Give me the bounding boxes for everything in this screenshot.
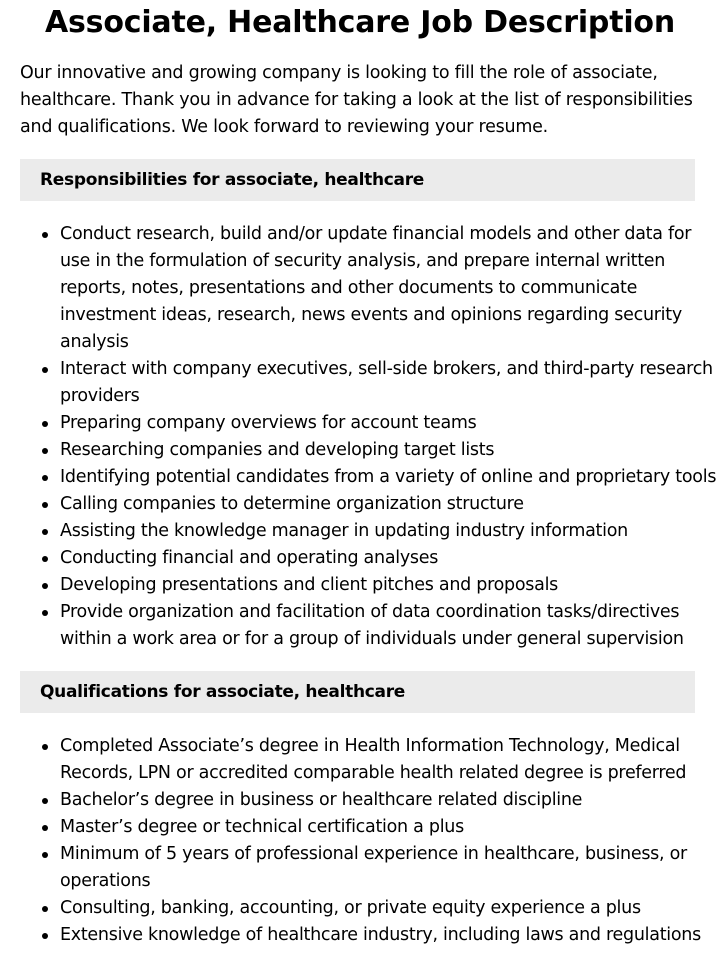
list-item: Conducting financial and operating analyses [60,545,720,572]
list-item: Provide organization and facilitation of data coordination tasks/directives within a work area or for a group of individuals under general supervision [60,599,720,653]
responsibilities-heading: Responsibilities for associate, healthcare [20,159,695,201]
intro-paragraph: Our innovative and growing company is looking to fill the role of associate, healthcare. Thank you in advance for taking a look at the list of responsibilities and qualifications. We look forward to reviewing your resume. [20,63,693,137]
list-item: Preparing company overviews for account teams [60,410,720,437]
qualifications-heading: Qualifications for associate, healthcare [20,671,695,713]
list-item: Assisting the knowledge manager in updating industry information [60,518,720,545]
qualifications-list [60,733,720,949]
list-item: Master’s degree or technical certification a plus [60,814,720,841]
list-item: Developing presentations and client pitches and proposals [60,572,720,599]
list-item: Completed Associate’s degree in Health Information Technology, Medical Records, LPN or accredited comparable health related degree is preferred [60,733,720,787]
list-item: Minimum of 5 years of professional experience in healthcare, business, or operations [60,841,720,895]
list-item: Researching companies and developing target lists [60,437,720,464]
list-item: Identifying potential candidates from a variety of online and proprietary tools [60,464,720,491]
list-item: Conduct research, build and/or update financial models and other data for use in the formulation of security analysis, and prepare internal written reports, notes, presentations and other documents to communicate investment ideas, research, news events and opinions regarding security analysis [60,221,720,356]
list-item: Calling companies to determine organization structure [60,491,720,518]
list-item: Bachelor’s degree in business or healthcare related discipline [60,787,720,814]
responsibilities-list [60,221,720,653]
list-item: Interact with company executives, sell-side brokers, and third-party research providers [60,356,720,410]
list-item: Extensive knowledge of healthcare industry, including laws and regulations [60,922,720,949]
page-title: Associate, Healthcare Job Description [45,5,675,40]
list-item: Consulting, banking, accounting, or private equity experience a plus [60,895,720,922]
